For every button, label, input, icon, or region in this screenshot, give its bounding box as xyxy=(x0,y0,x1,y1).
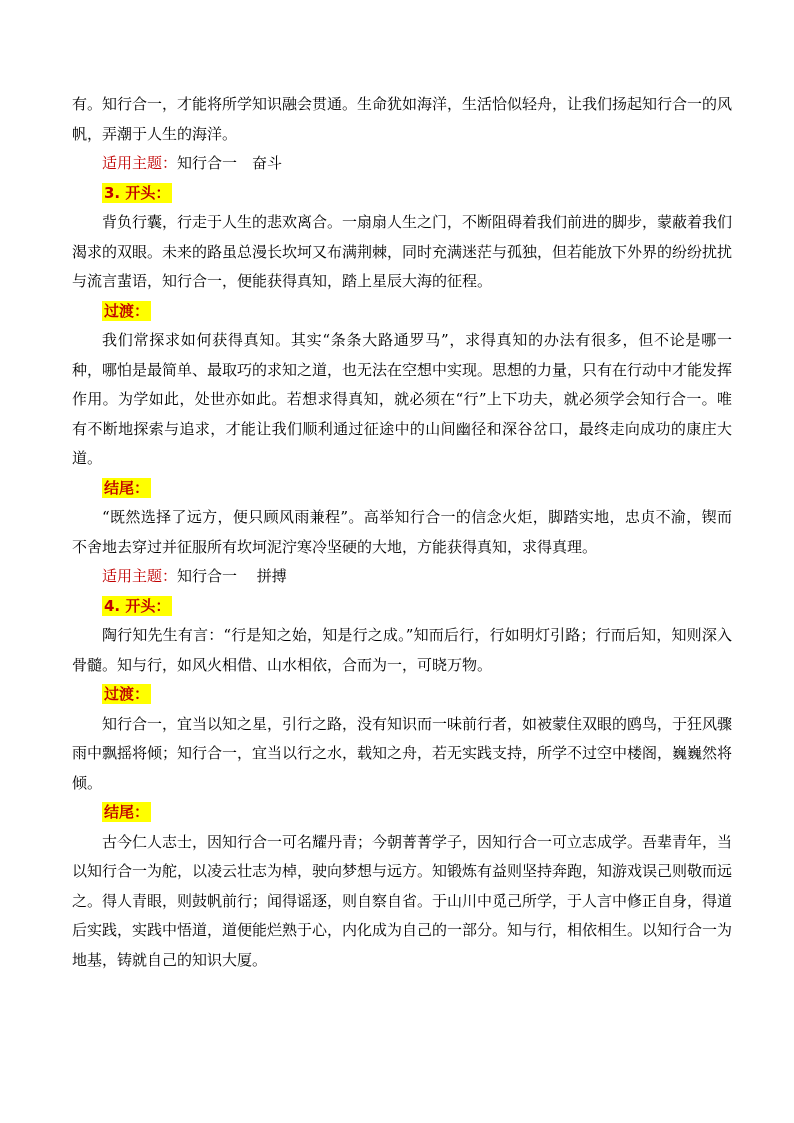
theme-line xyxy=(72,149,732,179)
ending-paragraph: 古今仁人志士，因知行合一可名耀丹青；今朝菁菁学子，因知行合一可立志成学。吾辈青年，当以知行合一为舵，以凌云壮志为棹，驶向梦想与远方。知锻炼有益则坚持奔跑，知游戏误己则敬而远之。得人青眼，则鼓帆前行；闻得谣逐，则自察自省。于山川中觅己所学，于人言中修正自身，得道后实践，实践中悟道，道便能烂熟于心，内化成为自己的一部分。知与行，相依相生。以知行合一为地基，铸就自己的知识大厦。 xyxy=(72,832,733,969)
heading-highlight: 3. 开头： xyxy=(104,183,171,202)
heading-highlight: 4. 开头： xyxy=(104,596,171,615)
section-heading xyxy=(72,179,732,209)
section-heading xyxy=(72,592,732,622)
theme-value: 知行合一 拼搏 xyxy=(177,567,287,585)
section-heading xyxy=(72,474,732,504)
theme-line xyxy=(72,562,732,592)
theme-label: 适用主题： xyxy=(102,154,178,172)
heading-highlight: 结尾： xyxy=(104,803,150,821)
theme-label: 适用主题： xyxy=(102,567,178,585)
opening-paragraph: 背负行囊，行走于人生的悲欢离合。一扇扇人生之门，不断阻碍着我们前进的脚步，蒙蔽着我们渴求的双眼。未来的路虽总漫长坎坷又布满荆棘，同时充满迷茫与孤独，但若能放下外界的纷纷扰扰与流言蜚语，知行合一，便能获得真知，踏上星辰大海的征程。 xyxy=(72,213,733,290)
heading-highlight: 过渡： xyxy=(104,301,150,320)
section-heading xyxy=(72,798,732,828)
section-heading xyxy=(72,680,732,710)
transition-paragraph: 知行合一，宜当以知之星，引行之路，没有知识而一味前行者，如被蒙住双眼的鸥鸟，于狂风骤雨中飘摇将倾；知行合一，宜当以行之水，载知之舟，若无实践支持，所学不过空中楼阁，巍巍然将倾。 xyxy=(72,714,733,792)
opening-paragraph: 陶行知先生有言：“行是知之始，知是行之成。”知而后行，行如明灯引路；行而后知，知则深入骨髓。知与行，如风火相借、山水相依，合而为一，可晓万物。 xyxy=(72,626,732,674)
ending-paragraph: “既然选择了远方，便只顾风雨兼程”。高举知行合一的信念火炬，脚踏实地，忠贞不渝，锲而不舍地去穿过并征服所有坎坷泥泞寒冷坚硬的大地，方能获得真知，求得真理。 xyxy=(72,508,732,556)
theme-value: 知行合一 奋斗 xyxy=(177,154,283,172)
document-page xyxy=(72,90,732,975)
section-heading xyxy=(72,297,732,327)
transition-paragraph: 我们常探求如何获得真知。其实“条条大路通罗马”，求得真知的办法有很多，但不论是哪一种，哪怕是最简单、最取巧的求知之道，也无法在空想中实现。思想的力量，只有在行动中才能发挥作用。为学如此，处世亦如此。若想求得真知，就必须在“行”上下功夫，就必须学会知行合一。唯有不断地探索与追求，才能让我们顺利通过征途中的山间幽径和深谷岔口，最终走向成功的康庄大道。 xyxy=(72,331,733,467)
continued-paragraph: 有。知行合一，才能将所学知识融会贯通。生命犹如海洋，生活恰似轻舟，让我们扬起知行合一的风帆，弄潮于人生的海洋。 xyxy=(72,95,733,143)
heading-highlight: 过渡： xyxy=(104,685,150,703)
heading-highlight: 结尾： xyxy=(104,478,150,497)
